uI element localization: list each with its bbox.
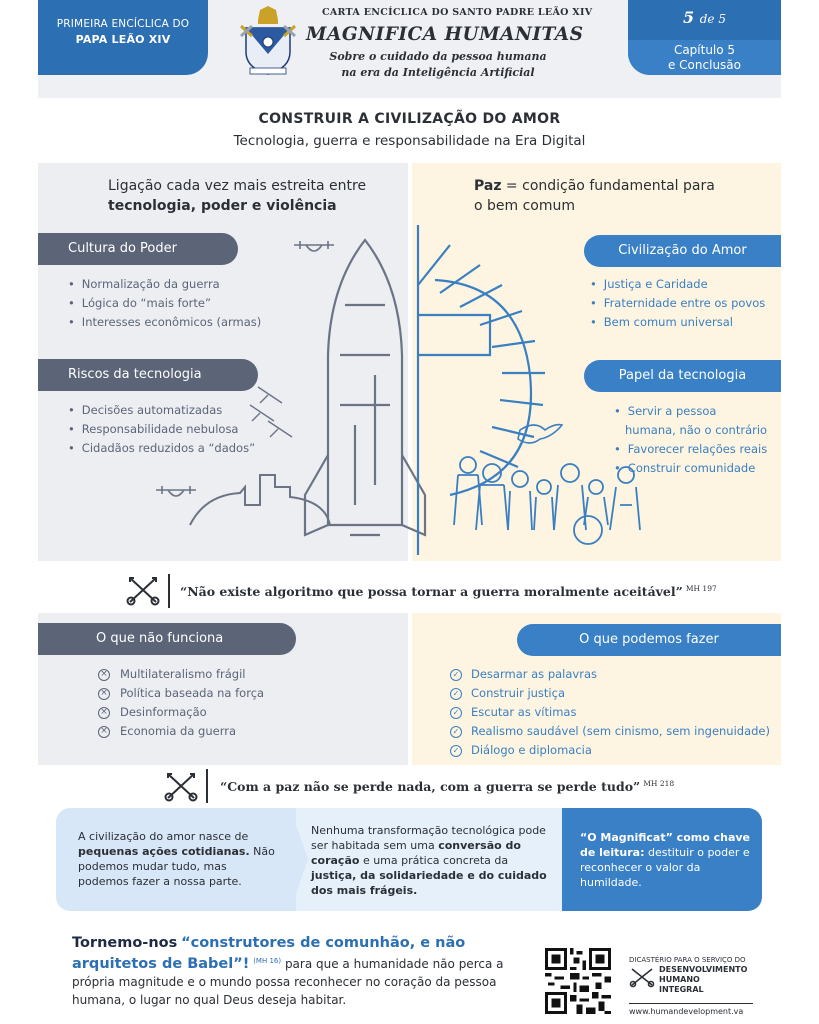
list-item: • Interesses econômicos (armas) [68,313,261,332]
civilization-of-love-list [590,275,765,332]
daily-actions-text [78,829,278,889]
quote-1-ref: MH 197 [685,584,717,593]
list-item-label: Diálogo e diplomacia [471,743,592,757]
daily-actions-b: pequenas ações cotidianas. [78,845,250,858]
what-we-can-do-heading [517,624,781,656]
quote-2 [220,779,674,794]
list-item-label: Desinformação [120,705,207,719]
chapter-label [628,40,781,75]
x-circle-icon: × [98,726,110,738]
culture-of-power-label: Cultura do Poder [68,241,177,256]
dicastery-line-4: INTEGRAL [659,985,704,994]
x-circle-icon: × [98,669,110,681]
list-item [450,684,770,703]
badge-line-1: PRIMEIRA ENCÍCLICA DO [56,18,190,30]
list-item [98,684,264,703]
quote-2-ref: MH 218 [643,779,675,788]
what-we-can-do-list [450,665,770,760]
dicastery-divider [629,1003,753,1004]
check-circle-icon: ✓ [450,688,462,700]
list-item-label: Construir justiça [471,686,565,700]
check-circle-icon: ✓ [450,726,462,738]
dicastery-line-1: DICASTÉRIO PARA O SERVIÇO DO [629,956,746,964]
conversion-b: conversão do coração [311,839,521,867]
list-item: • Normalização da guerra [68,275,261,294]
conversion-text [311,823,551,898]
page-number [628,8,781,27]
list-item [450,741,770,760]
dicastery-line-2: DESENVOLVIMENTO [659,965,748,974]
closing-rest: para que a humanidade não perca a própria magnitude e o mundo possa reconhecer no coração da pessoa humana, o lugar no qual Deus deseja habitar. [72,957,504,1007]
quote-1 [180,584,717,599]
power-intro [108,176,366,216]
list-item-label: Política baseada na força [120,686,265,700]
tech-risks-list [68,401,255,458]
chapter-line-2: e Conclusão [667,58,741,72]
list-item-label: Multilateralismo frágil [120,667,246,681]
tech-risks-heading [38,359,258,391]
what-we-can-do-label: O que podemos fazer [579,632,719,647]
quote-divider [206,769,208,803]
x-circle-icon: × [98,688,110,700]
closing-lead: Tornemo-nos [72,935,178,951]
chapter-line-1: Capítulo 5 [673,43,736,57]
page-current: 5 [683,8,695,27]
what-fails-label: O que não funciona [96,631,224,646]
what-fails-heading [38,623,296,655]
list-item [450,703,770,722]
list-item: • Fraternidade entre os povos [590,294,765,313]
encyclical-subtitle-1: Sobre o cuidado da pessoa humana [329,50,547,63]
list-item-label: Realismo saudável (sem cinismo, sem ingenuidade) [471,724,770,738]
keys-icon [164,770,198,802]
culture-of-power-list [68,275,261,332]
quote-2-text: “Com a paz não se perde nada, com a guerra se perde tudo” [220,779,641,795]
list-item [98,722,264,741]
power-intro-line-1: Ligação cada vez mais estreita entre [108,178,367,194]
magnificat-text [580,830,752,890]
x-circle-icon: × [98,707,110,719]
encyclical-title: MAGNIFICA HUMANITAS [306,24,584,45]
list-item-label: Economia da guerra [120,724,237,738]
civilization-of-love-label: Civilização do Amor [618,243,747,258]
peace-intro-rest: = condição fundamental para [501,178,715,194]
dicastery-keys-icon [629,966,655,988]
list-item-label: Escutar as vítimas [471,705,577,719]
peace-intro-line-2: o bem comum [474,198,576,214]
list-item: • Favorecer relações reais [614,440,767,459]
closing-statement [72,934,532,1009]
encyclical-subtitle-2: na era da Inteligência Artificial [341,66,535,79]
list-item-label: Desarmar as palavras [471,667,597,681]
closing-quote: “construtores de comunhão, e não arquitetos de Babel”! [72,935,466,972]
conversion-c: e uma prática concreta da [362,854,509,867]
check-circle-icon: ✓ [450,745,462,757]
quote-divider [168,574,170,608]
daily-actions-a: A civilização do amor nasce de [78,830,249,843]
qr-code-icon[interactable] [545,948,611,1014]
encyclical-badge [38,0,208,75]
check-circle-icon: ✓ [450,669,462,681]
papal-coat-of-arms-icon [238,6,298,78]
civilization-of-love-heading [584,235,781,267]
tech-risks-label: Riscos da tecnologia [68,367,202,382]
conversion-d: justiça, da solidariedade e do cuidado dos mais frágeis. [311,869,547,897]
badge-line-2: PAPA LEÃO XIV [75,33,171,46]
list-item: • Decisões automatizadas [68,401,255,420]
page-subtitle: Tecnologia, guerra e responsabilidade na Era Digital [233,133,586,149]
list-item: • Responsabilidade nebulosa [68,420,255,439]
list-item [98,703,264,722]
culture-of-power-heading [38,233,238,265]
closing-ref: (MH 16) [253,957,282,965]
keys-icon [126,574,160,606]
magnificat-b: destituir o poder e reconhecer o valor da humildade. [580,846,750,889]
power-intro-line-2: tecnologia, poder e violência [108,198,337,214]
list-item: • Lógica do “mais forte” [68,294,261,313]
list-item [450,665,770,684]
band-arrow [290,808,308,911]
dicastery-url-link[interactable]: www.humandevelopment.va [629,1007,744,1016]
check-circle-icon: ✓ [450,707,462,719]
quote-1-text: “Não existe algoritmo que possa tornar a guerra moralmente aceitável” [180,584,683,600]
list-item: • Servir a pessoa [614,402,767,421]
list-item [98,665,264,684]
page-total: de 5 [699,12,726,26]
conversion-a: Nenhuma transformação tecnológica pode ser habitada sem uma [311,824,546,852]
header-top-line: CARTA ENCÍCLICA DO SANTO PADRE LEÃO XIV [322,7,593,18]
peace-intro [474,176,715,216]
list-item: humana, não o contrário [625,423,768,437]
peace-intro-bold: Paz [474,178,502,194]
tech-role-heading [584,360,781,392]
tech-role-label: Papel da tecnologia [618,368,747,383]
dicastery-line-3: HUMANO [659,975,700,984]
what-fails-list [98,665,264,741]
magnificat-a: “O Magnificat” como chave de leitura: [580,831,751,859]
list-item: • Bem comum universal [590,313,765,332]
list-item: • Construir comunidade [614,459,767,478]
page-title: CONSTRUIR A CIVILIZAÇÃO DO AMOR [258,111,561,127]
list-item: • Cidadãos reduzidos a “dados” [68,439,255,458]
daily-actions-c: Não podemos mudar tudo, mas podemos fazer a nossa parte. [78,845,275,888]
list-item: • Justiça e Caridade [590,275,765,294]
page-indicator [628,0,781,75]
list-item [450,722,770,741]
tech-role-list [614,402,767,478]
